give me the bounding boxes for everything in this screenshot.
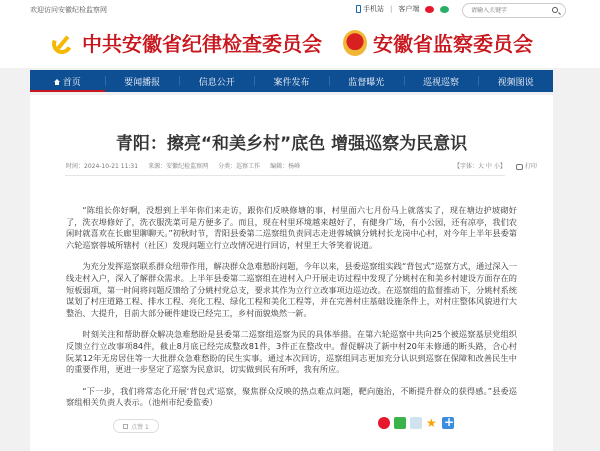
nav-item-news[interactable]: 要闻播报 [105,70,180,92]
article-meta [66,161,300,170]
separator: | [390,5,393,13]
wechat-icon[interactable] [440,6,449,13]
home-icon [54,79,60,82]
nav-item-home[interactable]: 首页 [30,70,105,92]
print-button[interactable]: 打印 [516,161,537,170]
search-box [462,3,566,18]
site-header [0,22,600,68]
share-bar [378,417,454,429]
client-link[interactable]: 客户端 [398,5,420,13]
print-icon [516,164,523,170]
nav-item-disclosure[interactable]: 信息公开 [179,70,254,92]
article-tools [454,161,537,170]
supervision-logo[interactable] [343,28,533,57]
weibo-icon[interactable] [425,6,434,13]
ccdi-logo[interactable] [50,28,322,57]
divider [65,175,505,176]
nav-item-inspection[interactable]: 巡视巡察 [404,70,479,92]
share-wechat-icon[interactable] [394,417,406,429]
right-title: 安徽省监察委员会 [373,32,533,56]
national-emblem-icon [343,30,367,56]
paragraph: 为充分发挥巡察联系群众纽带作用，解决群众急难愁盼问题，今年以来，县委巡察组实践“背包式”巡察方式，通过深入一线走村入户，深入了解群众需求。上半年县委第二巡察组在进村入户开展走访过程中发现了分姚村在和美乡村建设方面存在的短板弱项，第一时间将问题反馈给了分姚村党总支，要求其作为立行立改事项边巡边改。在巡察组的监督推动下，分姚村系统谋划了村庄道路工程、排水工程、亮化工程、绿化工程和美化工程等，并在完善村庄基础设施条件上，对村庄整体风貌进行大整治、大提升，目前大部分硬件建设已经完工，乡村面貌焕然一新。 [66,261,517,318]
share-weibo-icon[interactable] [378,417,390,429]
top-links [356,4,449,14]
nav-item-exposure[interactable]: 监督曝光 [329,70,404,92]
article-title: 青阳：擦亮“和美乡村”底色 增强巡察为民意识 [115,134,468,154]
phone-icon [356,5,361,13]
article-body [66,205,517,419]
nav-item-video[interactable]: 视频图说 [478,70,553,92]
top-bar [0,0,600,22]
paragraph: “陈组长你好啊，没想到上半年你们来走访，跟你们反映修塘的事，村里面六七月份马上就落实了，现在塘边护坡砌好了，洗衣埠修好了，洗衣服洗菜可是方便多了。而且，现在村里环境越来越好了，有健身广场，有小公园，还有凉亭，我们农闲时就喜欢在长廊里聊聊天。”初秋时节，青阳县委第二巡察组负责同志走进蓉城镇分姚村长龙岗中心村，对今年上半年县委第六轮巡察蓉城所辖村（社区）发现问题立行立改情况进行回访，村里王大爷笑着说道。 [66,205,517,250]
like-button[interactable]: 点赞 1 [113,419,159,433]
publish-time: 时间：2024-10-21 11:31 [66,163,139,170]
favorite-star-icon[interactable] [426,417,438,429]
editor: 编辑：杨峰 [270,163,301,170]
paragraph: 时刻关注和帮助群众解决急难愁盼是县委第二巡察组巡察为民的具体举措。在第六轮巡察中共向25个被巡察基层党组织反馈立行立改事项84件，截止8月底已经完成整改81件，3件正在整改中。督促解决了新中村20年未修通的断头路，合心村阮某12年无房居住等一大批群众急难愁盼的民生实事。通过本次回访，巡察组同志更加充分认识到巡察在保障和改善民生中的重要作用，更进一步坚定了巡察为民意识，切实做到民有所呼，我有所应。 [66,329,517,375]
share-more-icon[interactable] [442,417,454,429]
main-nav [30,70,553,92]
left-title: 中共安徽省纪律检查委员会 [82,32,322,56]
welcome-text: 欢迎访问安徽纪检监察网 [30,6,107,14]
party-emblem-icon [50,30,76,56]
category: 分类：巡察工作 [218,163,261,170]
article-container [30,95,553,451]
search-icon[interactable] [552,7,558,13]
thumbs-up-icon [123,424,128,429]
search-input[interactable] [471,7,551,14]
nav-item-cases[interactable]: 案件发布 [254,70,329,92]
paragraph: “下一步，我们将常态化开展‘背包式’巡察，聚焦群众反映的热点难点问题，靶向施治，不断提升群众的获得感。”县委巡察组相关负责人表示。（池州市纪委监委） [66,385,517,408]
font-size-selector[interactable]: 【字体：大 中 小】 [454,163,506,170]
share-qq-icon[interactable] [410,417,422,429]
source: 来源：安徽纪检监察网 [148,163,209,170]
mobile-site-link[interactable]: 手机站 [356,4,384,14]
